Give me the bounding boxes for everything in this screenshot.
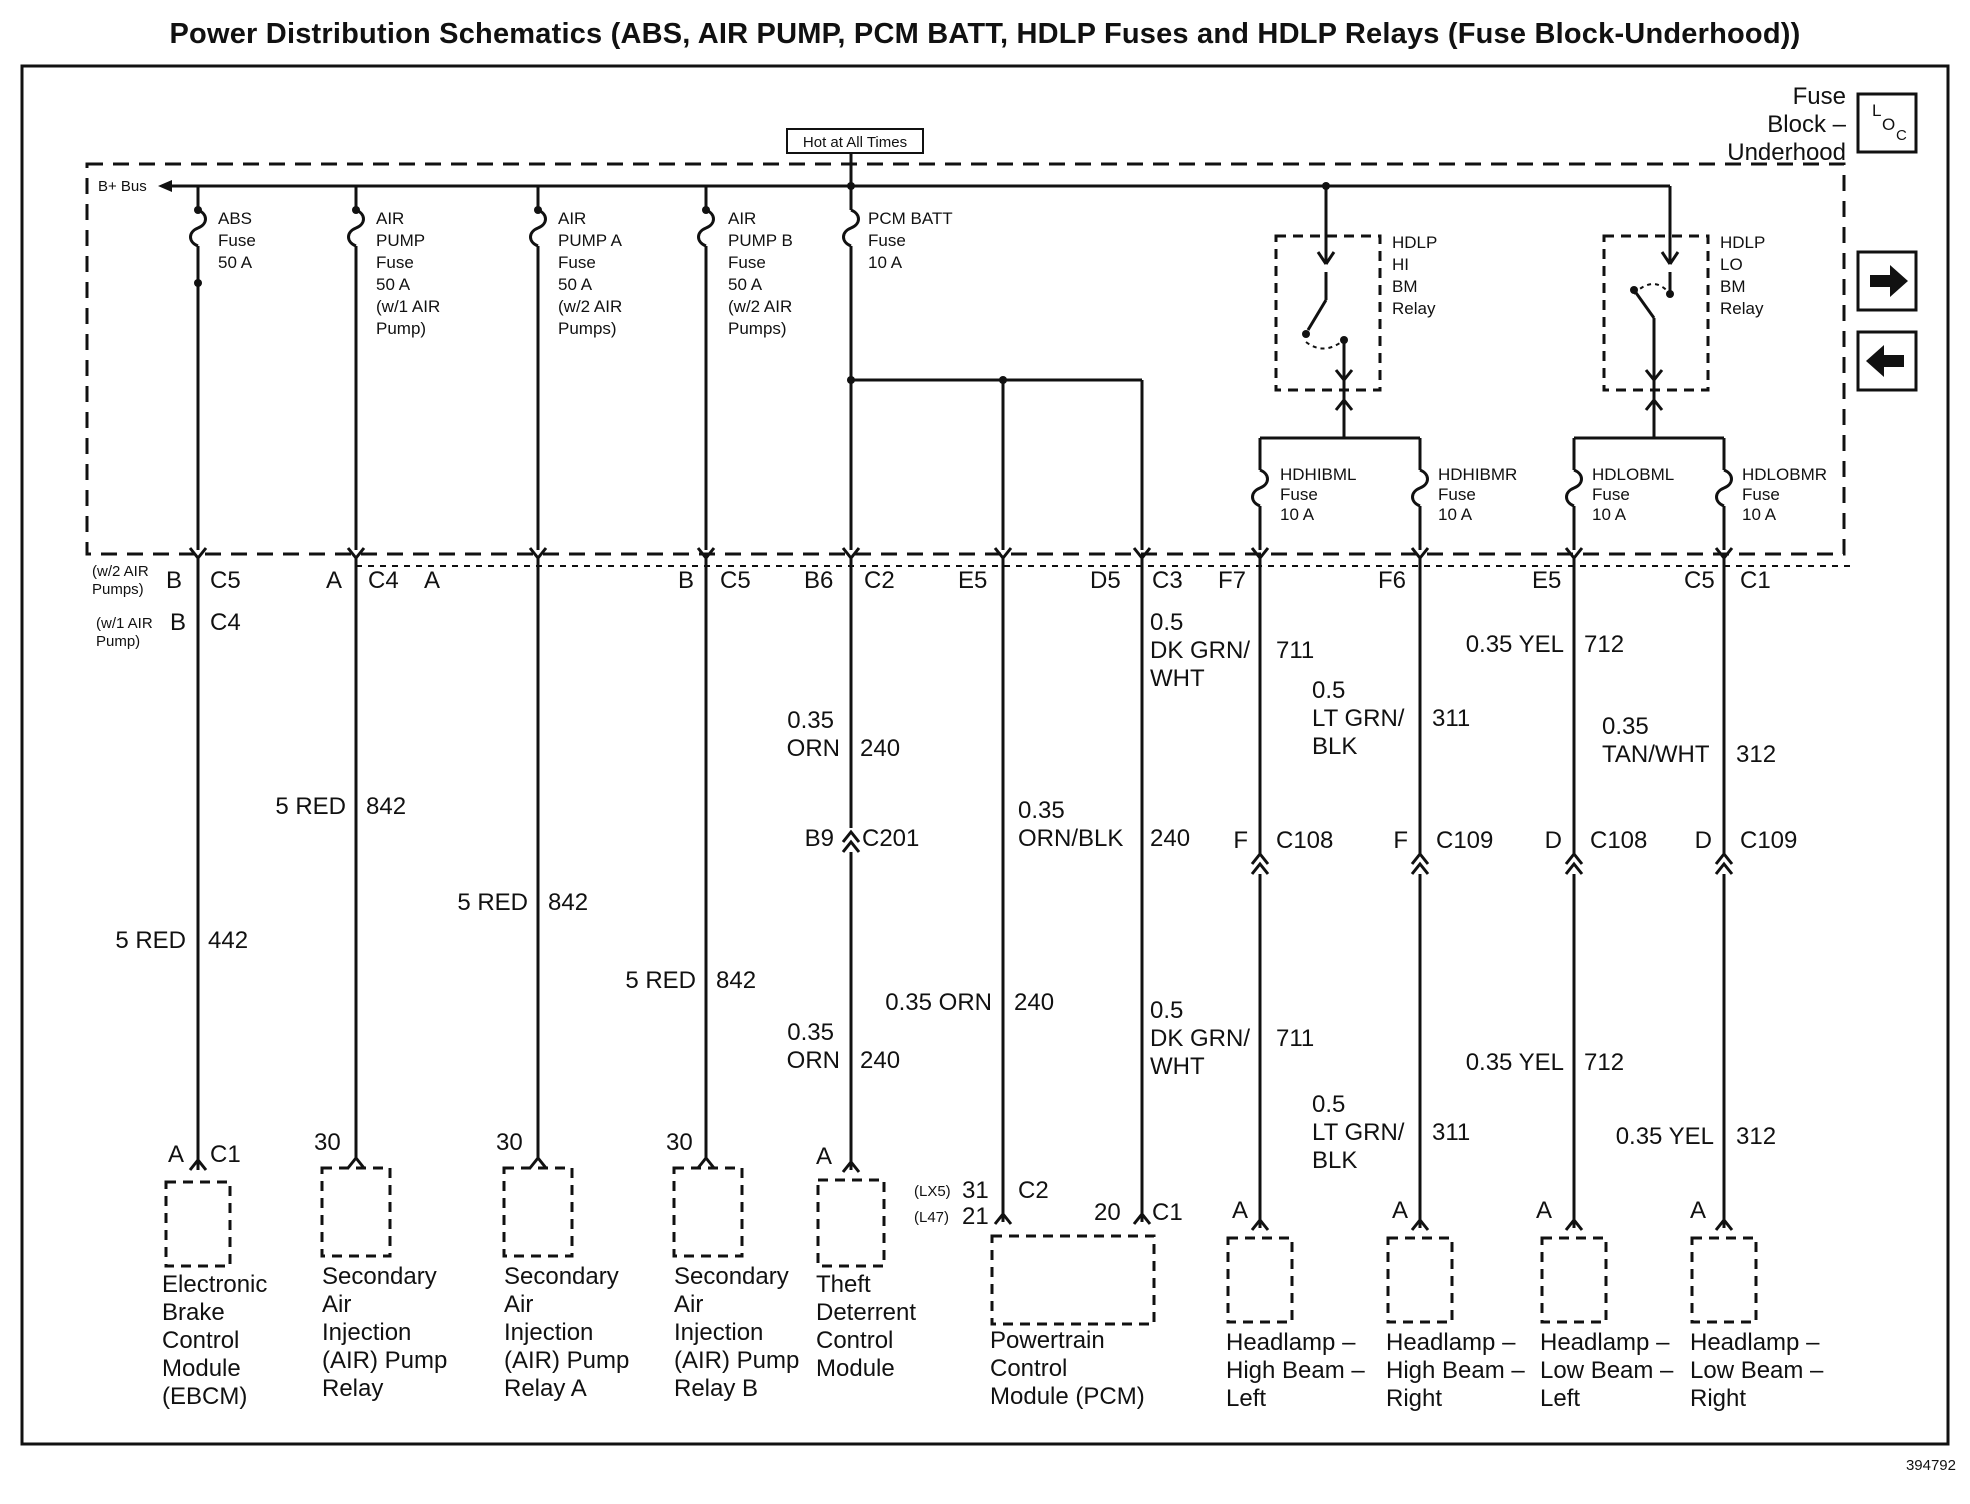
svg-text:842: 842 (366, 793, 407, 820)
svg-text:Low Beam –: Low Beam – (1690, 1357, 1824, 1384)
svg-text:DK GRN/: DK GRN/ (1150, 637, 1251, 664)
svg-text:5 RED: 5 RED (457, 889, 528, 916)
svg-text:711: 711 (1276, 637, 1315, 664)
svg-text:712: 712 (1584, 1049, 1625, 1076)
hot-at-all-times-label (787, 129, 923, 153)
svg-text:10 A: 10 A (1438, 505, 1473, 524)
hdlp-hi-relay (1276, 182, 1437, 438)
svg-text:A: A (1232, 1197, 1249, 1224)
fuse-label-pcm-batt (868, 209, 953, 272)
svg-text:BM: BM (1392, 277, 1418, 296)
hdlp-lo-relay (1604, 186, 1765, 438)
inline-connector-c109a (1393, 827, 1493, 874)
fuse-label-abs (218, 209, 256, 272)
svg-text:D5: D5 (1090, 567, 1121, 594)
wire-label-312b (1616, 1123, 1776, 1150)
svg-text:PCM BATT: PCM BATT (868, 209, 953, 228)
wire-label-711b (1150, 997, 1314, 1080)
fuse-label-air-pump-b (728, 209, 793, 338)
svg-text:Right: Right (1690, 1385, 1747, 1412)
svg-text:50 A: 50 A (558, 275, 593, 294)
svg-text:311: 311 (1432, 705, 1471, 732)
svg-text:240: 240 (860, 735, 901, 762)
svg-text:HDHIBML: HDHIBML (1280, 465, 1357, 484)
svg-text:(EBCM): (EBCM) (162, 1383, 248, 1410)
svg-text:50 A: 50 A (376, 275, 411, 294)
component-air-relay-b (666, 1129, 799, 1402)
svg-text:Fuse: Fuse (868, 231, 906, 250)
svg-text:C201: C201 (862, 825, 920, 852)
svg-text:F: F (1393, 827, 1408, 854)
svg-text:5 RED: 5 RED (625, 967, 696, 994)
svg-text:10 A: 10 A (1280, 505, 1315, 524)
svg-text:(L47): (L47) (914, 1209, 950, 1226)
svg-text:HI: HI (1392, 255, 1409, 274)
svg-text:BLK: BLK (1312, 1147, 1358, 1174)
svg-text:(AIR) Pump: (AIR) Pump (322, 1347, 448, 1374)
svg-text:30: 30 (666, 1129, 693, 1156)
svg-text:HDLP: HDLP (1392, 233, 1438, 252)
svg-text:Low Beam –: Low Beam – (1540, 1357, 1674, 1384)
svg-text:C1: C1 (1740, 567, 1771, 594)
component-headlamp-lo-right (1690, 1197, 1824, 1412)
svg-text:High Beam –: High Beam – (1386, 1357, 1525, 1384)
component-air-relay (314, 1129, 447, 1402)
component-headlamp-lo-left (1536, 1197, 1674, 1412)
svg-text:Fuse: Fuse (1742, 485, 1780, 504)
inline-connector-c108b (1545, 827, 1648, 874)
svg-text:High Beam –: High Beam – (1226, 1357, 1365, 1384)
hot-label-text: Hot at All Times (802, 134, 908, 151)
svg-text:Relay B: Relay B (674, 1375, 759, 1402)
pcm-connector-labels (804, 567, 1183, 594)
svg-text:F: F (1233, 827, 1248, 854)
svg-text:0.35 ORN: 0.35 ORN (885, 989, 992, 1016)
svg-text:240: 240 (1014, 989, 1055, 1016)
svg-text:E5: E5 (958, 567, 988, 594)
svg-text:(w/2 AIR: (w/2 AIR (728, 297, 793, 316)
svg-text:HDHIBMR: HDHIBMR (1438, 465, 1518, 484)
svg-text:442: 442 (208, 927, 249, 954)
svg-text:A: A (1690, 1197, 1707, 1224)
inline-connector-c108a (1233, 827, 1333, 874)
svg-text:B: B (166, 567, 183, 594)
svg-text:Pumps): Pumps) (558, 319, 617, 338)
svg-text:Headlamp –: Headlamp – (1386, 1329, 1516, 1356)
svg-text:0.35: 0.35 (1018, 797, 1065, 824)
svg-text:Secondary: Secondary (674, 1263, 789, 1290)
svg-text:Control: Control (162, 1327, 240, 1354)
svg-text:Control: Control (990, 1355, 1068, 1382)
svg-text:Fuse: Fuse (728, 253, 766, 272)
wire-label-240c (1018, 797, 1190, 852)
wire-label-712a (1466, 631, 1624, 658)
loc-icon[interactable] (1858, 94, 1916, 152)
svg-text:Electronic: Electronic (162, 1271, 268, 1298)
svg-text:0.5: 0.5 (1150, 997, 1184, 1024)
wire-label-842b (457, 889, 588, 916)
fuse-label-hdlobmr (1742, 465, 1827, 524)
svg-text:0.35: 0.35 (787, 1019, 834, 1046)
inline-connector-c109b (1695, 827, 1798, 874)
svg-text:31: 31 (962, 1177, 989, 1204)
svg-text:C5: C5 (1684, 567, 1715, 594)
svg-text:A: A (816, 1143, 833, 1170)
wire-label-842a (275, 793, 406, 820)
svg-text:ORN: ORN (786, 1047, 840, 1074)
svg-text:E5: E5 (1532, 567, 1562, 594)
svg-text:Fuse: Fuse (1280, 485, 1318, 504)
svg-text:0.5: 0.5 (1150, 609, 1184, 636)
svg-text:LT GRN/: LT GRN/ (1312, 705, 1405, 732)
svg-text:ORN: ORN (786, 735, 840, 762)
component-ebcm (162, 1141, 267, 1410)
svg-text:312: 312 (1736, 741, 1777, 768)
svg-text:(w/1 AIR: (w/1 AIR (96, 615, 153, 632)
svg-text:Headlamp –: Headlamp – (1226, 1329, 1356, 1356)
svg-text:A: A (424, 567, 441, 594)
svg-text:Secondary: Secondary (504, 1263, 619, 1290)
svg-text:0.35 YEL: 0.35 YEL (1615, 1123, 1714, 1150)
svg-text:312: 312 (1736, 1123, 1777, 1150)
wire-label-712b (1466, 1049, 1624, 1076)
svg-text:0.35 YEL: 0.35 YEL (1465, 631, 1564, 658)
loc-icon-o: O (1882, 115, 1896, 134)
svg-text:C5: C5 (210, 567, 241, 594)
svg-text:PUMP A: PUMP A (558, 231, 622, 250)
svg-text:0.5: 0.5 (1312, 677, 1346, 704)
fuse-label-hdhibmr (1438, 465, 1517, 524)
arrow-right-icon (1870, 265, 1908, 297)
svg-text:842: 842 (716, 967, 757, 994)
svg-text:BM: BM (1720, 277, 1746, 296)
svg-text:Fuse: Fuse (558, 253, 596, 272)
svg-text:50 A: 50 A (218, 253, 253, 272)
wire-label-311a (1312, 677, 1470, 760)
svg-text:5 RED: 5 RED (275, 793, 346, 820)
svg-text:Fuse: Fuse (1438, 485, 1476, 504)
svg-text:(w/2 AIR: (w/2 AIR (92, 563, 149, 580)
page-title: Power Distribution Schematics (ABS, AIR PUMP, PCM BATT, HDLP Fuses and HDLP Relays (Fuse Block-Underhood)) (169, 18, 1801, 50)
svg-text:10 A: 10 A (1742, 505, 1777, 524)
svg-text:C2: C2 (1018, 1177, 1049, 1204)
fuse-block-line-1: Fuse (1792, 83, 1846, 110)
fuse-label-hdlobml (1592, 465, 1674, 524)
svg-text:Fuse: Fuse (1592, 485, 1630, 504)
figure-number: 394792 (1905, 1457, 1956, 1474)
svg-text:Secondary: Secondary (322, 1263, 437, 1290)
svg-text:TAN/WHT: TAN/WHT (1602, 741, 1710, 768)
svg-text:Right: Right (1386, 1385, 1443, 1412)
loc-icon-l: L (1872, 101, 1882, 120)
forward-arrow-button[interactable] (1858, 252, 1916, 310)
svg-text:B6: B6 (804, 567, 834, 594)
component-headlamp-hi-left (1226, 1197, 1365, 1412)
bus-label: B+ Bus (98, 178, 147, 195)
svg-text:D: D (1694, 827, 1712, 854)
svg-text:311: 311 (1432, 1119, 1471, 1146)
fuse-label-hdhibml (1280, 465, 1357, 524)
back-arrow-button[interactable] (1858, 332, 1916, 390)
svg-text:(LX5): (LX5) (914, 1183, 951, 1200)
svg-text:Relay: Relay (1720, 299, 1764, 318)
svg-text:LT GRN/: LT GRN/ (1312, 1119, 1405, 1146)
svg-text:Injection: Injection (322, 1319, 412, 1346)
svg-text:10 A: 10 A (868, 253, 903, 272)
svg-text:Control: Control (816, 1327, 894, 1354)
arrow-left-icon (1866, 345, 1904, 377)
svg-text:240: 240 (1150, 825, 1191, 852)
svg-text:F6: F6 (1378, 567, 1407, 594)
wire-label-240a (787, 707, 900, 762)
svg-text:712: 712 (1584, 631, 1625, 658)
wire-label-442 (115, 927, 248, 954)
svg-text:0.35 YEL: 0.35 YEL (1465, 1049, 1564, 1076)
svg-text:Deterrent: Deterrent (816, 1299, 917, 1326)
svg-text:(AIR) Pump: (AIR) Pump (504, 1347, 630, 1374)
svg-text:A: A (1536, 1197, 1553, 1224)
svg-text:Headlamp –: Headlamp – (1540, 1329, 1670, 1356)
svg-text:Relay: Relay (322, 1375, 384, 1402)
wire-label-842c (625, 967, 756, 994)
svg-text:HDLOBMR: HDLOBMR (1742, 465, 1828, 484)
svg-text:Module (PCM): Module (PCM) (990, 1383, 1145, 1410)
fuse-label-air-pump-a (558, 209, 623, 338)
wire-label-312a (1602, 713, 1776, 768)
svg-text:C1: C1 (210, 1141, 241, 1168)
svg-text:C1: C1 (1152, 1199, 1183, 1226)
inline-connector-c201 (805, 825, 920, 852)
svg-text:Brake: Brake (162, 1299, 225, 1326)
fuse-label-air-pump (376, 209, 440, 338)
svg-text:Pump): Pump) (96, 633, 141, 650)
svg-text:842: 842 (548, 889, 589, 916)
svg-text:HDLP: HDLP (1720, 233, 1766, 252)
svg-text:A: A (168, 1141, 185, 1168)
svg-text:Relay A: Relay A (504, 1375, 587, 1402)
svg-text:A: A (326, 567, 343, 594)
svg-text:Module: Module (816, 1355, 895, 1382)
svg-text:(AIR) Pump: (AIR) Pump (674, 1347, 800, 1374)
svg-text:0.35: 0.35 (787, 707, 834, 734)
svg-text:C108: C108 (1276, 827, 1334, 854)
loc-icon-c: C (1896, 127, 1907, 144)
svg-text:HDLOBML: HDLOBML (1592, 465, 1675, 484)
svg-text:21: 21 (962, 1203, 989, 1230)
wire-label-240b (787, 1019, 900, 1074)
wire-label-311b (1312, 1091, 1470, 1174)
fuse-block-title (1727, 83, 1846, 166)
svg-text:Powertrain: Powertrain (990, 1327, 1105, 1354)
svg-text:Injection: Injection (674, 1319, 764, 1346)
svg-text:20: 20 (1094, 1199, 1121, 1226)
svg-text:(w/1 AIR: (w/1 AIR (376, 297, 441, 316)
component-headlamp-hi-right (1386, 1197, 1525, 1412)
svg-text:5 RED: 5 RED (115, 927, 186, 954)
svg-text:Relay: Relay (1392, 299, 1436, 318)
hdlp-fuse-branches (1253, 438, 1732, 550)
svg-text:711: 711 (1276, 1025, 1315, 1052)
fuse-columns (191, 153, 1143, 550)
svg-text:BLK: BLK (1312, 733, 1358, 760)
svg-text:Left: Left (1226, 1385, 1267, 1412)
svg-text:Pumps): Pumps) (92, 581, 144, 598)
svg-text:30: 30 (314, 1129, 341, 1156)
svg-text:C2: C2 (864, 567, 895, 594)
svg-text:Air: Air (674, 1291, 704, 1318)
svg-text:10 A: 10 A (1592, 505, 1627, 524)
svg-text:PUMP: PUMP (376, 231, 426, 250)
svg-text:C4: C4 (210, 609, 241, 636)
fuse-block-boundary (87, 164, 1844, 554)
harness-wires (198, 558, 1724, 1228)
svg-text:DK GRN/: DK GRN/ (1150, 1025, 1251, 1052)
svg-text:LO: LO (1720, 255, 1743, 274)
svg-text:C109: C109 (1740, 827, 1798, 854)
svg-text:B9: B9 (804, 825, 834, 852)
component-theft-deterrent (816, 1143, 916, 1382)
svg-text:Left: Left (1540, 1385, 1581, 1412)
svg-text:(w/2 AIR: (w/2 AIR (558, 297, 623, 316)
svg-text:Air: Air (504, 1291, 534, 1318)
svg-text:C109: C109 (1436, 827, 1494, 854)
wire-label-711a (1150, 609, 1314, 692)
svg-text:B: B (678, 567, 695, 594)
svg-text:30: 30 (496, 1129, 523, 1156)
svg-text:WHT: WHT (1150, 1053, 1205, 1080)
svg-text:WHT: WHT (1150, 665, 1205, 692)
svg-text:Module: Module (162, 1355, 241, 1382)
fuse-block-line-3: Underhood (1727, 139, 1846, 166)
svg-text:D: D (1544, 827, 1562, 854)
svg-text:Pumps): Pumps) (728, 319, 787, 338)
svg-text:Fuse: Fuse (218, 231, 256, 250)
svg-text:AIR: AIR (376, 209, 405, 228)
svg-text:Theft: Theft (816, 1271, 871, 1298)
svg-text:Fuse: Fuse (376, 253, 414, 272)
svg-text:C3: C3 (1152, 567, 1183, 594)
svg-text:ORN/BLK: ORN/BLK (1018, 825, 1124, 852)
wire-label-240d (885, 989, 1054, 1016)
svg-text:A: A (1392, 1197, 1409, 1224)
svg-text:Pump): Pump) (376, 319, 427, 338)
svg-text:50 A: 50 A (728, 275, 763, 294)
svg-text:C108: C108 (1590, 827, 1648, 854)
svg-text:0.35: 0.35 (1602, 713, 1649, 740)
svg-text:F7: F7 (1218, 567, 1247, 594)
svg-text:AIR: AIR (558, 209, 587, 228)
svg-text:AIR: AIR (728, 209, 757, 228)
svg-text:Headlamp –: Headlamp – (1690, 1329, 1820, 1356)
svg-text:ABS: ABS (218, 209, 253, 228)
svg-text:C5: C5 (720, 567, 751, 594)
svg-text:Air: Air (322, 1291, 352, 1318)
svg-text:B: B (170, 609, 187, 636)
component-air-relay-a (496, 1129, 629, 1402)
svg-text:240: 240 (860, 1047, 901, 1074)
ebcm-connector-labels (92, 563, 241, 650)
svg-text:C4: C4 (368, 567, 399, 594)
svg-text:0.5: 0.5 (1312, 1091, 1346, 1118)
fuse-block-line-2: Block – (1767, 111, 1846, 138)
svg-text:PUMP B: PUMP B (728, 231, 793, 250)
headlamp-connector-labels (1218, 567, 1771, 594)
svg-text:Injection: Injection (504, 1319, 594, 1346)
